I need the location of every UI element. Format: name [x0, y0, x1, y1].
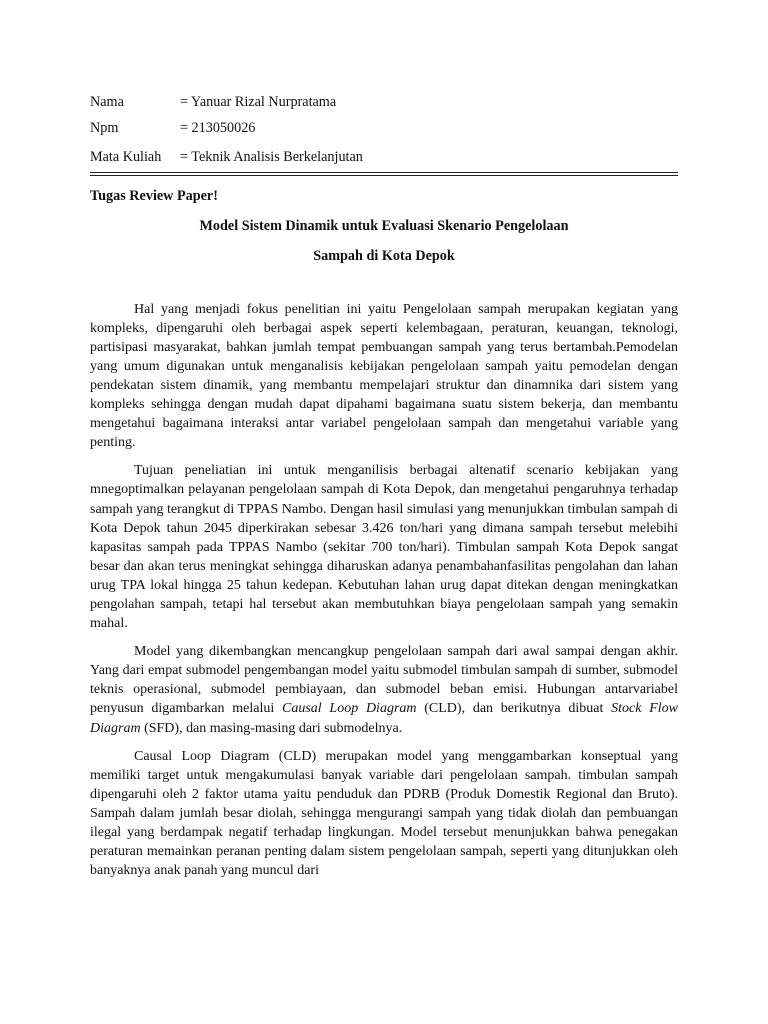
task-heading: Tugas Review Paper! — [90, 188, 218, 204]
paragraph-2: Tujuan peneliatian ini untuk menganilisis berbagai altenatif scenario kebijakan yang mnegoptimalkan pelayanan pengelolaan sampah di Kota Depok, dan mengetahui pengaruhnya terhadap sampah yang terangkut di TPPAS Nambo. Dengan hasil simulasi yang menunjukkan timbulan sampah di Kota Depok tahun 2045 diperkirakan sebesar 3.426 ton/hari yang dimana sampah tersebut melebihi kapasitas sampah pada TPPAS Nambo (sekitar 700 ton/hari). Timbulan sampah Kota Depok sangat besar dan akan terus meningkat sehingga diharuskan adanya penambahanfasilitas pengolahan dan lahan urug TPA lokal hingga 25 tahun kedepan. Kebutuhan lahan urug dapat ditekan dengan meningkatkan pengolahan sampah, tetapi hal tersebut akan membutuhkan biaya pengelolaan sampah yang semakin mahal. — [90, 463, 678, 632]
sfd-term: Stock Flow Diagram — [90, 701, 678, 736]
paragraph-4: Causal Loop Diagram (CLD) merupakan model yang menggambarkan konseptual yang memiliki target untuk mengakumulasi banyak variable dari pengelolaan sampah. timbulan sampah dipengaruhi oleh 2 faktor utama yaitu penduduk dan PDRB (Produk Domestik Regional dan Bruto). Sampah dalam jumlah besar diolah, sehingga mengurangi sampah yang tidak diolah dan pembuangan ilegal yang berdampak negatif terhadap lingkungan. Model tersebut menunjukkan bahwa penegakan peraturan memainkan peranan penting dalam sistem pengelolaan sampah, seperti yang ditunjukkan oleh banyaknya anak panah yang muncul dari — [90, 748, 678, 879]
document-page — [90, 92, 678, 880]
paragraph-3 — [90, 642, 678, 737]
name-label: Nama — [90, 94, 124, 111]
info-row-npm — [90, 114, 678, 143]
course-value: = Teknik Analisis Berkelanjutan — [180, 148, 363, 165]
paragraph-3-text-b: (CLD), dan berikutnya dibuat — [416, 701, 612, 717]
npm-value: = 213050026 — [180, 119, 256, 136]
course-label: Mata Kuliah — [90, 148, 162, 165]
info-row-course — [90, 143, 678, 172]
paper-title-line-2: Sampah di Kota Depok — [313, 248, 455, 265]
npm-label: Npm — [90, 119, 119, 136]
paragraph-3-text-a: Model yang dikembangkan mencangkup pengelolaan sampah dari awal sampai dengan akhir. Yang dari empat submodel pengembangan model yaitu submodel timbulan sampah di sumber, submodel teknis operasional, submodel pembiayaan, dan submodel beban emisi. Hubungan antarvariabel penyusun digambarkan melalui — [90, 644, 678, 717]
paper-title-line-1: Model Sistem Dinamik untuk Evaluasi Skenario Pengelolaan — [199, 218, 569, 235]
paragraph-1: Hal yang menjadi fokus penelitian ini yaitu Pengelolaan sampah merupakan kegiatan yang kompleks, dipengaruhi oleh berbagai aspek seperti kelembagaan, peraturan, keuangan, teknologi, partisipasi masyarakat, bahkan jumlah tempat pembuangan sampah yang terus bertambah.Pemodelan yang umum digunakan untuk menganalisis kebijakan pengelolaan sampah yaitu pemodelan dengan pendekatan sistem dinamik, yang membantu mempelajari struktur dan dinamnika dari sistem yang kompleks sehingga dengan mudah dapat dipahami bagaimana suatu sistem bekerja, dan membantu mengetahui bagaimana interaksi antar variabel pengelolaan sampah dan mengetahui variable yang penting. — [90, 301, 678, 451]
header-divider — [90, 172, 678, 176]
cld-term: Causal Loop Diagram — [281, 701, 417, 717]
name-value: = Yanuar Rizal Nurpratama — [180, 94, 337, 111]
paragraph-3-text-c: (SFD), dan masing-masing dari submodelnya. — [140, 720, 403, 736]
info-row-name — [90, 92, 678, 114]
